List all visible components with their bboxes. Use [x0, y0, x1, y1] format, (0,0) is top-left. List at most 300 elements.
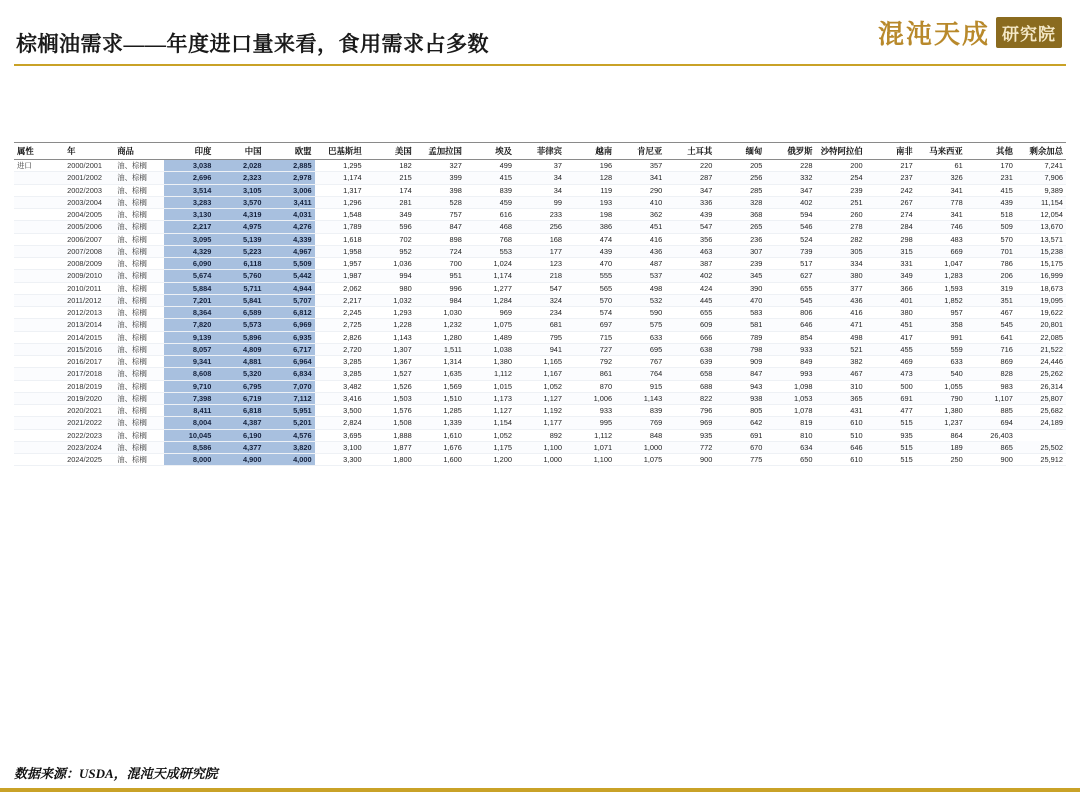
table-cell: 596 — [365, 221, 415, 233]
table-cell: 196 — [565, 160, 615, 172]
table-cell: 2001/2002 — [64, 172, 114, 184]
table-cell: 254 — [816, 172, 866, 184]
table-cell: 553 — [465, 245, 515, 257]
table-cell: 451 — [615, 221, 665, 233]
table-cell: 1,503 — [365, 392, 415, 404]
table-cell: 5,573 — [214, 319, 264, 331]
table-cell: 251 — [816, 196, 866, 208]
table-cell: 431 — [816, 405, 866, 417]
table-cell: 3,105 — [214, 184, 264, 196]
table-row — [14, 392, 1066, 404]
table-cell: 796 — [665, 405, 715, 417]
table-cell: 6,969 — [264, 319, 314, 331]
table-cell: 581 — [715, 319, 765, 331]
table-cell: 3,283 — [164, 196, 214, 208]
table-cell: 油、棕榈 — [114, 233, 164, 245]
table-cell: 701 — [966, 245, 1016, 257]
table-cell: 油、棕榈 — [114, 392, 164, 404]
table-cell: 547 — [515, 282, 565, 294]
table-row — [14, 331, 1066, 343]
table-cell: 739 — [765, 245, 815, 257]
table-cell: 6,589 — [214, 307, 264, 319]
table-cell: 4,881 — [214, 356, 264, 368]
table-cell: 326 — [916, 172, 966, 184]
table-cell: 642 — [715, 417, 765, 429]
table-cell: 油、棕榈 — [114, 356, 164, 368]
table-row — [14, 429, 1066, 441]
table-cell: 267 — [866, 196, 916, 208]
table-cell: 952 — [365, 245, 415, 257]
table-cell: 1,676 — [415, 441, 465, 453]
table-cell: 786 — [966, 258, 1016, 270]
table-cell: 1,610 — [415, 429, 465, 441]
table-cell: 810 — [765, 429, 815, 441]
table-row — [14, 441, 1066, 453]
table-header — [14, 143, 1066, 160]
table-column-header: 埃及 — [465, 143, 515, 160]
table-cell: 25,502 — [1016, 441, 1066, 453]
table-cell: 3,695 — [315, 429, 365, 441]
table-row — [14, 282, 1066, 294]
table-cell: 250 — [916, 454, 966, 466]
table-cell: 445 — [665, 294, 715, 306]
table-cell: 1,154 — [465, 417, 515, 429]
table-cell: 1,052 — [465, 429, 515, 441]
table-cell: 518 — [966, 209, 1016, 221]
table-cell: 油、棕榈 — [114, 258, 164, 270]
table-cell: 610 — [816, 417, 866, 429]
table-row — [14, 258, 1066, 270]
table-cell — [14, 380, 64, 392]
table-cell: 218 — [515, 270, 565, 282]
table-row — [14, 233, 1066, 245]
table-cell — [14, 343, 64, 355]
table-cell: 4,576 — [264, 429, 314, 441]
table-cell: 1,030 — [415, 307, 465, 319]
table-cell: 849 — [765, 356, 815, 368]
table-column-header: 马来西亚 — [916, 143, 966, 160]
table-cell: 517 — [765, 258, 815, 270]
table-row — [14, 368, 1066, 380]
table-cell — [14, 184, 64, 196]
table-cell: 1,295 — [315, 160, 365, 172]
table-cell: 4,319 — [214, 209, 264, 221]
table-cell: 398 — [415, 184, 465, 196]
table-cell: 4,276 — [264, 221, 314, 233]
logo-badge-text: 研究院 — [996, 17, 1062, 48]
table-cell: 757 — [415, 209, 465, 221]
table-cell: 1,293 — [365, 307, 415, 319]
table-cell: 206 — [966, 270, 1016, 282]
table-cell: 170 — [966, 160, 1016, 172]
table-cell: 6,812 — [264, 307, 314, 319]
table-cell — [14, 331, 64, 343]
table-cell: 349 — [365, 209, 415, 221]
table-cell: 1,165 — [515, 356, 565, 368]
table-cell: 498 — [816, 331, 866, 343]
table-cell: 467 — [966, 307, 1016, 319]
table-cell: 470 — [565, 258, 615, 270]
table-cell: 806 — [765, 307, 815, 319]
table-cell: 2020/2021 — [64, 405, 114, 417]
table-cell: 1,071 — [565, 441, 615, 453]
table-cell: 792 — [565, 356, 615, 368]
table-cell: 528 — [415, 196, 465, 208]
table-column-header: 剩余加总 — [1016, 143, 1066, 160]
table-cell — [14, 441, 64, 453]
table-cell: 775 — [715, 454, 765, 466]
table-cell: 688 — [665, 380, 715, 392]
table-cell: 778 — [916, 196, 966, 208]
table-cell: 382 — [816, 356, 866, 368]
table-cell: 3,411 — [264, 196, 314, 208]
table-cell: 310 — [816, 380, 866, 392]
table-cell: 2024/2025 — [64, 454, 114, 466]
table-cell: 4,809 — [214, 343, 264, 355]
table-cell: 12,054 — [1016, 209, 1066, 221]
table-cell: 1,032 — [365, 294, 415, 306]
table-cell: 341 — [916, 209, 966, 221]
table-row — [14, 307, 1066, 319]
table-cell: 848 — [615, 429, 665, 441]
table-cell: 5,711 — [214, 282, 264, 294]
table-cell: 347 — [765, 184, 815, 196]
table-cell: 574 — [565, 307, 615, 319]
table-cell: 6,719 — [214, 392, 264, 404]
table-cell: 996 — [415, 282, 465, 294]
table-cell: 545 — [765, 294, 815, 306]
table-cell: 233 — [515, 209, 565, 221]
table-cell: 174 — [365, 184, 415, 196]
table-cell: 957 — [916, 307, 966, 319]
table-cell: 1,489 — [465, 331, 515, 343]
table-cell: 油、棕榈 — [114, 282, 164, 294]
table-cell: 15,238 — [1016, 245, 1066, 257]
table-cell: 565 — [565, 282, 615, 294]
table-cell: 638 — [665, 343, 715, 355]
table-cell: 1,174 — [315, 172, 365, 184]
table-cell: 1,618 — [315, 233, 365, 245]
table-cell: 228 — [765, 160, 815, 172]
table-cell: 4,900 — [214, 454, 264, 466]
table-cell: 5,139 — [214, 233, 264, 245]
table-cell: 700 — [415, 258, 465, 270]
table-cell: 7,398 — [164, 392, 214, 404]
table-cell: 769 — [615, 417, 665, 429]
table-cell: 469 — [866, 356, 916, 368]
table-cell: 332 — [765, 172, 815, 184]
table-cell — [14, 392, 64, 404]
table-cell: 6,190 — [214, 429, 264, 441]
table-cell: 2012/2013 — [64, 307, 114, 319]
table-cell: 7,906 — [1016, 172, 1066, 184]
table-cell: 377 — [816, 282, 866, 294]
table-cell: 341 — [615, 172, 665, 184]
table-cell: 892 — [515, 429, 565, 441]
table-cell — [14, 368, 64, 380]
table-cell: 415 — [465, 172, 515, 184]
table-cell: 366 — [866, 282, 916, 294]
table-cell: 991 — [916, 331, 966, 343]
table-cell: 1,800 — [365, 454, 415, 466]
table-cell: 34 — [515, 172, 565, 184]
table-cell: 1,078 — [765, 405, 815, 417]
table-cell: 20,801 — [1016, 319, 1066, 331]
table-cell: 284 — [866, 221, 916, 233]
table-cell: 200 — [816, 160, 866, 172]
table-column-header: 美国 — [365, 143, 415, 160]
table-cell: 2007/2008 — [64, 245, 114, 257]
table-cell: 9,139 — [164, 331, 214, 343]
table-cell: 25,912 — [1016, 454, 1066, 466]
table-cell: 436 — [615, 245, 665, 257]
table-cell: 282 — [816, 233, 866, 245]
table-cell: 1,175 — [465, 441, 515, 453]
table-cell: 694 — [966, 417, 1016, 429]
table-cell: 1,107 — [966, 392, 1016, 404]
table-cell: 1,100 — [565, 454, 615, 466]
table-cell: 油、棕榈 — [114, 441, 164, 453]
table-cell: 416 — [816, 307, 866, 319]
table-cell: 390 — [715, 282, 765, 294]
table-cell: 702 — [365, 233, 415, 245]
table-cell: 3,285 — [315, 368, 365, 380]
table-cell: 260 — [816, 209, 866, 221]
table-cell: 256 — [515, 221, 565, 233]
table-cell: 499 — [465, 160, 515, 172]
table-cell: 99 — [515, 196, 565, 208]
table-column-header: 其他 — [966, 143, 1016, 160]
table-cell — [14, 233, 64, 245]
table-cell: 1,053 — [765, 392, 815, 404]
table-column-header: 菲律宾 — [515, 143, 565, 160]
table-cell: 2,217 — [315, 294, 365, 306]
table-cell: 870 — [565, 380, 615, 392]
table-cell: 439 — [966, 196, 1016, 208]
table-cell: 265 — [715, 221, 765, 233]
table-cell: 331 — [866, 258, 916, 270]
table-cell: 7,820 — [164, 319, 214, 331]
table-cell: 3,820 — [264, 441, 314, 453]
table-cell: 油、棕榈 — [114, 417, 164, 429]
table-cell: 6,834 — [264, 368, 314, 380]
table-cell: 885 — [966, 405, 1016, 417]
table-cell: 399 — [415, 172, 465, 184]
table-cell: 油、棕榈 — [114, 405, 164, 417]
table-cell: 1,024 — [465, 258, 515, 270]
table-cell: 1,098 — [765, 380, 815, 392]
table-cell: 402 — [665, 270, 715, 282]
table-cell: 1,957 — [315, 258, 365, 270]
table-cell: 274 — [866, 209, 916, 221]
table-column-header: 印度 — [164, 143, 214, 160]
table-cell: 1,339 — [415, 417, 465, 429]
table-cell: 1,508 — [365, 417, 415, 429]
table-cell: 236 — [715, 233, 765, 245]
table-column-header: 中国 — [214, 143, 264, 160]
table-cell: 1,100 — [515, 441, 565, 453]
table-cell: 3,006 — [264, 184, 314, 196]
table-cell: 7,070 — [264, 380, 314, 392]
table-cell: 498 — [615, 282, 665, 294]
table-cell: 3,130 — [164, 209, 214, 221]
table-cell — [14, 258, 64, 270]
table-cell: 666 — [665, 331, 715, 343]
table-cell: 19,622 — [1016, 307, 1066, 319]
table-cell: 869 — [966, 356, 1016, 368]
table-cell: 2022/2023 — [64, 429, 114, 441]
table-cell: 341 — [916, 184, 966, 196]
table-cell: 724 — [415, 245, 465, 257]
table-cell: 795 — [515, 331, 565, 343]
table-cell: 1,177 — [515, 417, 565, 429]
table-cell: 281 — [365, 196, 415, 208]
table-cell: 8,004 — [164, 417, 214, 429]
table-cell: 3,514 — [164, 184, 214, 196]
table-cell: 1,284 — [465, 294, 515, 306]
table-cell: 633 — [615, 331, 665, 343]
table-cell: 1,958 — [315, 245, 365, 257]
table-cell: 25,807 — [1016, 392, 1066, 404]
table-cell: 1,173 — [465, 392, 515, 404]
table-cell: 900 — [966, 454, 1016, 466]
table-column-header: 巴基斯坦 — [315, 143, 365, 160]
table-cell: 790 — [916, 392, 966, 404]
table-cell: 8,364 — [164, 307, 214, 319]
table-cell: 3,482 — [315, 380, 365, 392]
table-cell: 9,341 — [164, 356, 214, 368]
table-cell: 油、棕榈 — [114, 368, 164, 380]
table-cell: 1,112 — [465, 368, 515, 380]
table-cell: 285 — [715, 184, 765, 196]
table-cell — [14, 172, 64, 184]
table-cell: 627 — [765, 270, 815, 282]
table-cell: 995 — [565, 417, 615, 429]
table-cell: 819 — [765, 417, 815, 429]
table-row — [14, 380, 1066, 392]
table-cell: 515 — [866, 417, 916, 429]
table-cell: 4,377 — [214, 441, 264, 453]
table-cell: 2018/2019 — [64, 380, 114, 392]
page-title: 棕榈油需求——年度进口量来看，食用需求占多数 — [16, 32, 489, 56]
table-cell: 334 — [816, 258, 866, 270]
table-cell: 368 — [715, 209, 765, 221]
table-cell: 1,380 — [916, 405, 966, 417]
table-cell: 61 — [916, 160, 966, 172]
table-cell: 380 — [866, 307, 916, 319]
table-cell: 1,232 — [415, 319, 465, 331]
table-cell: 3,095 — [164, 233, 214, 245]
table-cell: 9,710 — [164, 380, 214, 392]
table-cell: 25,682 — [1016, 405, 1066, 417]
table-cell: 1,228 — [365, 319, 415, 331]
table-cell: 351 — [966, 294, 1016, 306]
table-cell: 943 — [715, 380, 765, 392]
table-cell: 1,569 — [415, 380, 465, 392]
table-cell: 168 — [515, 233, 565, 245]
table-cell: 570 — [565, 294, 615, 306]
table-cell: 1,593 — [916, 282, 966, 294]
table-cell: 436 — [816, 294, 866, 306]
table-cell: 24,446 — [1016, 356, 1066, 368]
table-cell: 546 — [765, 221, 815, 233]
table-cell: 193 — [565, 196, 615, 208]
table-row — [14, 270, 1066, 282]
table-cell: 336 — [665, 196, 715, 208]
table-cell: 3,500 — [315, 405, 365, 417]
table-cell: 641 — [966, 331, 1016, 343]
table-cell: 4,975 — [214, 221, 264, 233]
table-cell: 575 — [615, 319, 665, 331]
table-cell: 16,999 — [1016, 270, 1066, 282]
table-cell: 1,888 — [365, 429, 415, 441]
table-cell: 655 — [765, 282, 815, 294]
company-logo — [878, 14, 1062, 51]
table-cell: 328 — [715, 196, 765, 208]
table-cell: 410 — [615, 196, 665, 208]
table-cell: 231 — [966, 172, 1016, 184]
table-cell: 951 — [415, 270, 465, 282]
table-cell: 油、棕榈 — [114, 270, 164, 282]
table-cell: 1,000 — [515, 454, 565, 466]
table-cell: 471 — [816, 319, 866, 331]
table-cell: 8,057 — [164, 343, 214, 355]
table-cell: 3,285 — [315, 356, 365, 368]
table-cell: 938 — [715, 392, 765, 404]
table-cell: 217 — [866, 160, 916, 172]
table-cell: 油、棕榈 — [114, 221, 164, 233]
table-cell: 415 — [966, 184, 1016, 196]
table-cell: 4,031 — [264, 209, 314, 221]
table-row — [14, 245, 1066, 257]
table-cell: 1,510 — [415, 392, 465, 404]
table-cell: 220 — [665, 160, 715, 172]
table-cell: 401 — [866, 294, 916, 306]
table-cell: 669 — [916, 245, 966, 257]
table-cell: 进口 — [14, 160, 64, 172]
table-cell: 439 — [665, 209, 715, 221]
table-cell: 716 — [966, 343, 1016, 355]
table-cell: 油、棕榈 — [114, 319, 164, 331]
table-cell: 515 — [866, 454, 916, 466]
table-cell: 21,522 — [1016, 343, 1066, 355]
table-cell: 1,192 — [515, 405, 565, 417]
table-cell: 767 — [615, 356, 665, 368]
table-cell: 715 — [565, 331, 615, 343]
table-cell: 864 — [916, 429, 966, 441]
table-cell: 616 — [465, 209, 515, 221]
table-cell: 4,339 — [264, 233, 314, 245]
table-cell: 650 — [765, 454, 815, 466]
table-cell: 1,036 — [365, 258, 415, 270]
table-cell: 524 — [765, 233, 815, 245]
table-cell: 123 — [515, 258, 565, 270]
table-column-header: 属性 — [14, 143, 64, 160]
table-cell: 2013/2014 — [64, 319, 114, 331]
table-cell: 5,442 — [264, 270, 314, 282]
table-cell: 898 — [415, 233, 465, 245]
table-cell: 2,062 — [315, 282, 365, 294]
table-cell: 646 — [816, 441, 866, 453]
table-column-header: 孟加拉国 — [415, 143, 465, 160]
table-cell: 8,608 — [164, 368, 214, 380]
table-cell: 555 — [565, 270, 615, 282]
table-cell: 4,000 — [264, 454, 314, 466]
logo-text: 混沌天成 — [877, 20, 990, 49]
table-cell: 387 — [665, 258, 715, 270]
table-cell: 847 — [715, 368, 765, 380]
table-cell: 6,717 — [264, 343, 314, 355]
